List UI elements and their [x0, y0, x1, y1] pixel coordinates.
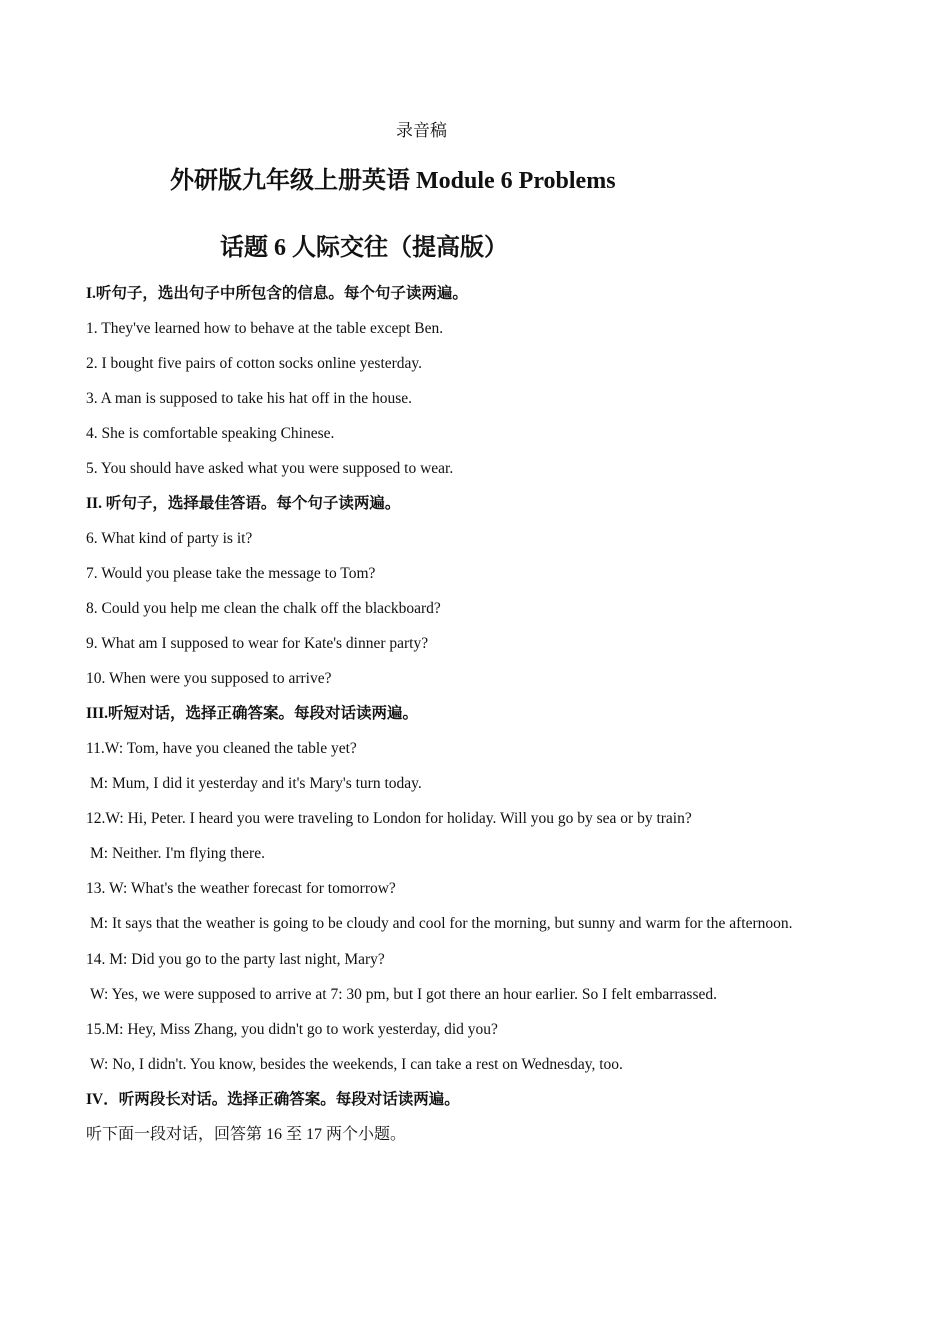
sentence-item: 3. A man is supposed to take his hat off in the house. [86, 390, 413, 407]
section-intro: 听下面一段对话，回答第 16 至 17 两个小题。 [86, 1126, 407, 1143]
section-heading-4: IV．听两段长对话。选择正确答案。每段对话读两遍。 [86, 1091, 460, 1108]
sentence-item: 4. She is comfortable speaking Chinese. [86, 425, 335, 442]
dialogue-line: M: Mum, I did it yesterday and it's Mary's turn today. [90, 775, 422, 792]
dialogue-line: 14. M: Did you go to the party last night, Mary? [86, 951, 385, 968]
dialogue-line: W: Yes, we were supposed to arrive at 7: 30 pm, but I got there an hour earlier. So I felt embarrassed. [90, 986, 718, 1003]
sentence-item: 9. What am I supposed to wear for Kate's dinner party? [86, 635, 429, 652]
sentence-item: 2. I bought five pairs of cotton socks online yesterday. [86, 355, 423, 372]
doc-title: 外研版九年级上册英语 Module 6 Problems [170, 168, 616, 194]
dialogue-line: 13. W: What's the weather forecast for tomorrow? [86, 880, 396, 897]
section-heading-3: III.听短对话，选择正确答案。每段对话读两遍。 [86, 705, 418, 722]
sentence-item: 7. Would you please take the message to Tom? [86, 565, 376, 582]
sentence-item: 1. They've learned how to behave at the table except Ben. [86, 320, 444, 337]
sentence-item: 8. Could you help me clean the chalk off the blackboard? [86, 600, 441, 617]
dialogue-line: 11.W: Tom, have you cleaned the table yet? [86, 740, 357, 757]
dialogue-line: 15.M: Hey, Miss Zhang, you didn't go to work yesterday, did you? [86, 1021, 498, 1038]
sentence-item: 6. What kind of party is it? [86, 530, 253, 547]
section-heading-2: II. 听句子，选择最佳答语。每个句子读两遍。 [86, 495, 401, 512]
dialogue-line: M: It says that the weather is going to be cloudy and cool for the morning, but sunny and warm for the afternoon. [90, 915, 793, 932]
dialogue-line: 12.W: Hi, Peter. I heard you were traveling to London for holiday. Will you go by sea or by train? [86, 810, 692, 827]
section-heading-1: I.听句子，选出句子中所包含的信息。每个句子读两遍。 [86, 285, 468, 302]
doc-subtitle: 话题 6 人际交往（提高版） [220, 235, 508, 261]
dialogue-line: M: Neither. I'm flying there. [90, 845, 265, 862]
dialogue-line: W: No, I didn't. You know, besides the weekends, I can take a rest on Wednesday, too. [90, 1056, 623, 1073]
sentence-item: 5. You should have asked what you were supposed to wear. [86, 460, 454, 477]
doc-label: 录音稿 [396, 121, 447, 141]
sentence-item: 10. When were you supposed to arrive? [86, 670, 332, 687]
